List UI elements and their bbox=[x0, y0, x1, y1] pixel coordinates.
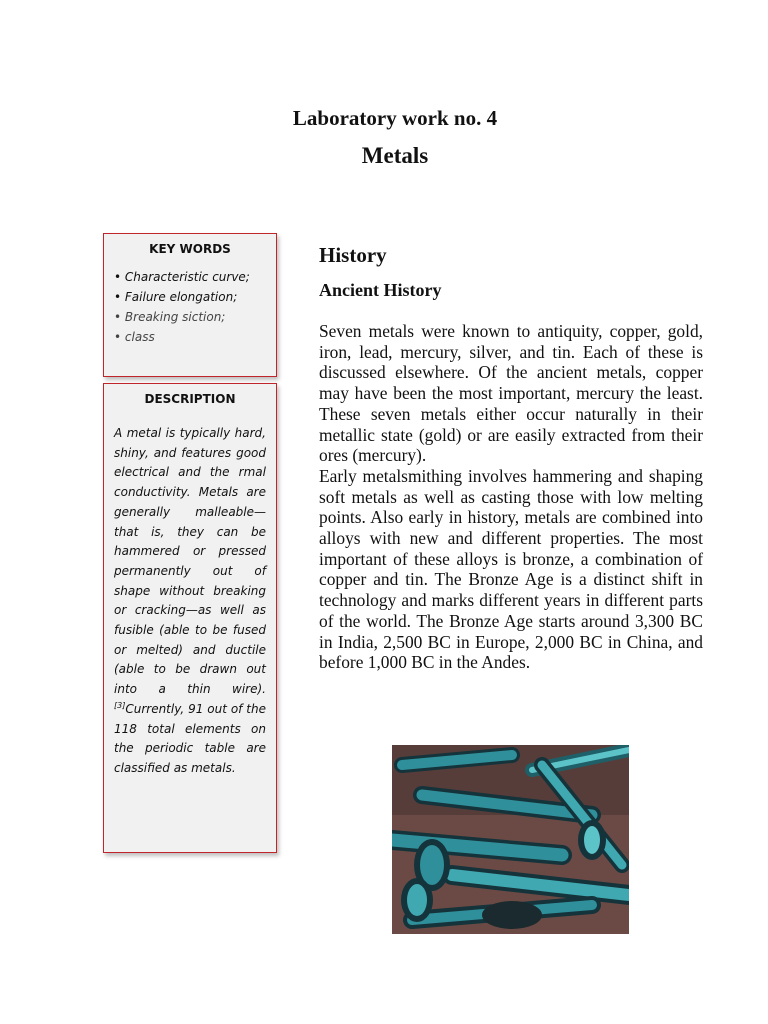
article-paragraph: Seven metals were known to antiquity, copper, gold, iron, lead, mercury, silver, and tin. Each of these is discussed elsewhere. Of the ancient metals, copper may have been the most important, mercury the least. These seven metals either occur naturally in their metallic state (gold) or are easily extracted from their ores (mercury). bbox=[319, 321, 703, 466]
keyword-item: • class bbox=[114, 327, 266, 347]
photo-illustration bbox=[392, 745, 629, 934]
keyword-item: • Failure elongation; bbox=[114, 287, 266, 307]
subsection-title: Ancient History bbox=[319, 280, 442, 300]
keyword-item: • Breaking siction; bbox=[114, 307, 266, 327]
article-paragraph: Early metalsmithing involves hammering and shaping soft metals as well as casting those with low melting points. Also early in history, metals are combined into alloys with new and different properties. The most important of these alloys is bronze, a combination of copper and tin. The Bronze Age is a distinct shift in technology and marks different years in different parts of the world. The Bronze Age starts around 3,300 BC in India, 2,500 BC in Europe, 2,000 BC in China, and before 1,000 BC in the Andes. bbox=[319, 465, 703, 673]
article-body bbox=[319, 321, 703, 673]
page-title: Metals bbox=[361, 143, 429, 168]
description-text-part1: A metal is typically hard, shiny, and features good electrical and the rmal conductivity. Metals are generally malleable—that is, they can be hammered or pressed permanently out of shape without breaking or cracking—as well as fusible (able to be fused or melted) and ductile (able to be drawn out into a thin wire). bbox=[114, 426, 266, 697]
description-text-part2: Currently, 91 out of the 118 total elements on the periodic table are classified as metals. bbox=[114, 701, 266, 775]
description-heading: DESCRIPTION bbox=[144, 392, 236, 406]
keyword-item: • Characteristic curve; bbox=[114, 267, 266, 287]
section-title: History bbox=[319, 243, 387, 267]
keywords-heading: KEY WORDS bbox=[149, 242, 231, 256]
keywords-list bbox=[114, 267, 266, 347]
keywords-box bbox=[103, 233, 277, 377]
footnote-ref[interactable]: [3] bbox=[114, 700, 126, 710]
lab-title: Laboratory work no. 4 bbox=[292, 106, 498, 130]
description-text bbox=[114, 424, 266, 779]
description-box bbox=[103, 383, 277, 853]
corroded-bronze-nails-photo bbox=[392, 745, 629, 934]
